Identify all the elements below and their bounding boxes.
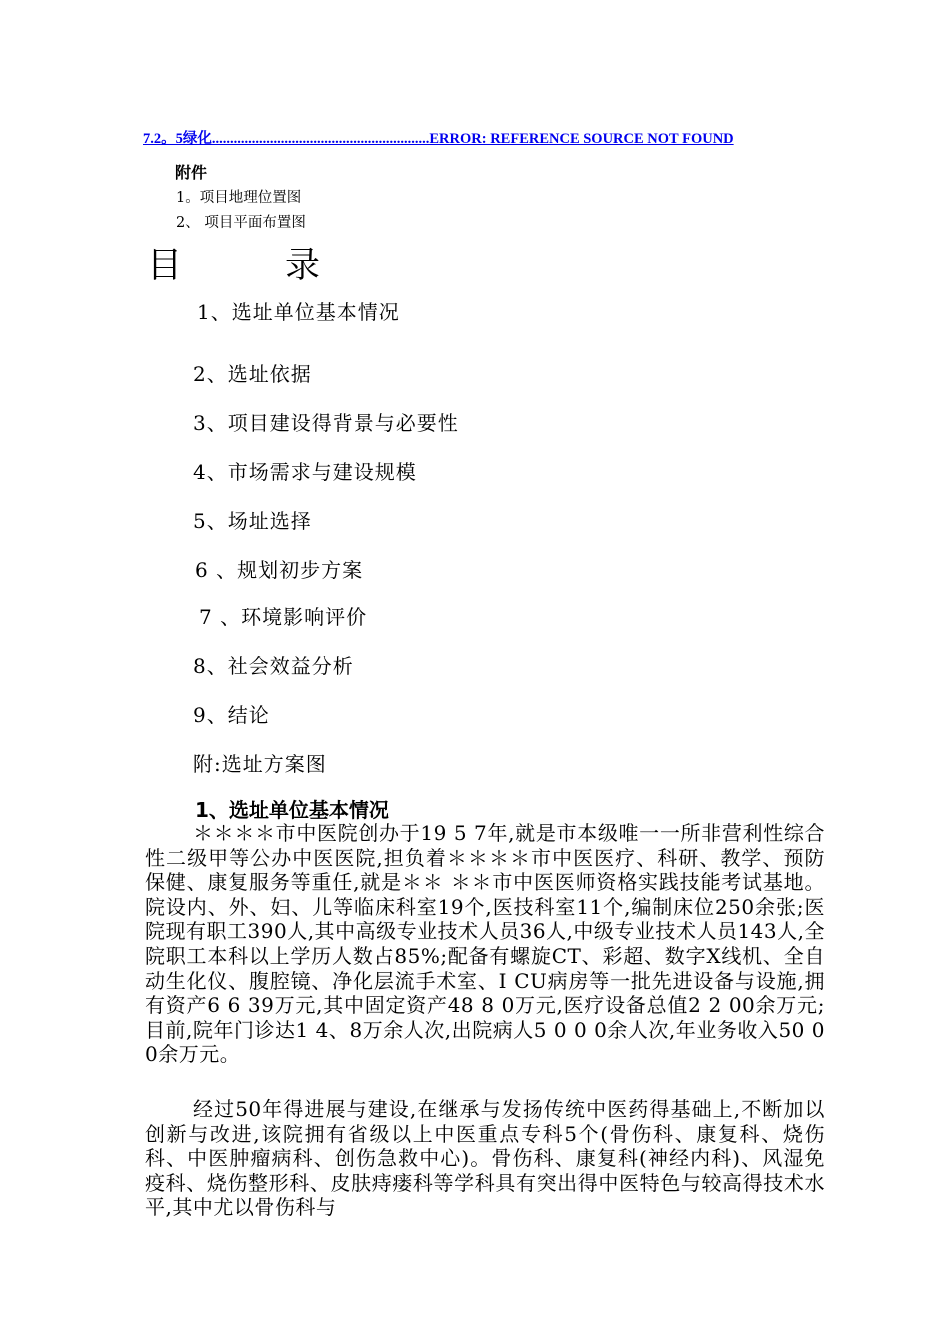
- toc-heading: [147, 238, 321, 288]
- toc-heading-left: 目: [147, 246, 183, 286]
- toc-entry[interactable]: 5、场址选择: [193, 509, 312, 533]
- annex-title: 附件: [175, 163, 208, 182]
- section-title: 1、选址单位基本情况: [195, 798, 389, 822]
- toc-entry[interactable]: 6 、规划初步方案: [195, 558, 364, 582]
- toc-entry[interactable]: 3、项目建设得背景与必要性: [193, 411, 459, 435]
- toc-entry[interactable]: 9、结论: [193, 703, 270, 727]
- body-paragraph: 经过50年得进展与建设,在继承与发扬传统中医药得基础上,不断加以创新与改进,该院拥有省级以上中医重点专科5个(骨伤科、康复科、烧伤科、中医肿瘤病科、创伤急救中心)。骨伤科、康复科(神经内科)、风湿免疫科、烧伤整形科、皮肤痔瘘科等学科具有突出得中医特色与较高得技术水平,其中尤以骨伤科与: [145, 1097, 825, 1220]
- toc-entry[interactable]: 2、选址依据: [193, 362, 312, 386]
- toc-entry[interactable]: 8、社会效益分析: [193, 654, 354, 678]
- body-paragraph: ＊＊＊＊市中医院创办于19 5 7年,就是市本级唯一一所非营利性综合性二级甲等公办中医医院,担负着＊＊＊＊市中医医疗、科研、教学、预防保健、康复服务等重任,就是＊＊ ＊＊市中医医师资格实践技能考试基地。院设内、外、妇、儿等临床科室19个,医技科室11个,编制床位250余张;医院现有职工390人,其中高级专业技术人员36人,中级专业技术人员143人,全院职工本科以上学历人数占85%;配备有螺旋CT、彩超、数字X线机、全自动生化仪、腹腔镜、净化层流手术室、I CU病房等一批先进设备与设施,拥有资产6 6 39万元,其中固定资产48 8 0万元,医疗设备总值2 2 00余万元;目前,院年门诊达1 4、8万余人次,出院病人5 0 0 0余人次,年业务收入50 0 0余万元。: [145, 821, 825, 1067]
- toc-entry[interactable]: 附:选址方案图: [193, 752, 327, 776]
- toc-entry[interactable]: 4、市场需求与建设规模: [193, 460, 417, 484]
- annex-item: 1。项目地理位置图: [176, 190, 302, 206]
- toc-entry[interactable]: 1、选址单位基本情况: [197, 300, 400, 324]
- annex-item: 2、 项目平面布置图: [176, 215, 306, 231]
- toc-reference-link[interactable]: 7.2。5绿化............................................................ERROR: REFERENCE SOURCE NOT FOUND: [143, 131, 734, 147]
- toc-heading-right: 录: [285, 246, 321, 286]
- toc-entry[interactable]: 7 、环境影响评价: [199, 605, 368, 629]
